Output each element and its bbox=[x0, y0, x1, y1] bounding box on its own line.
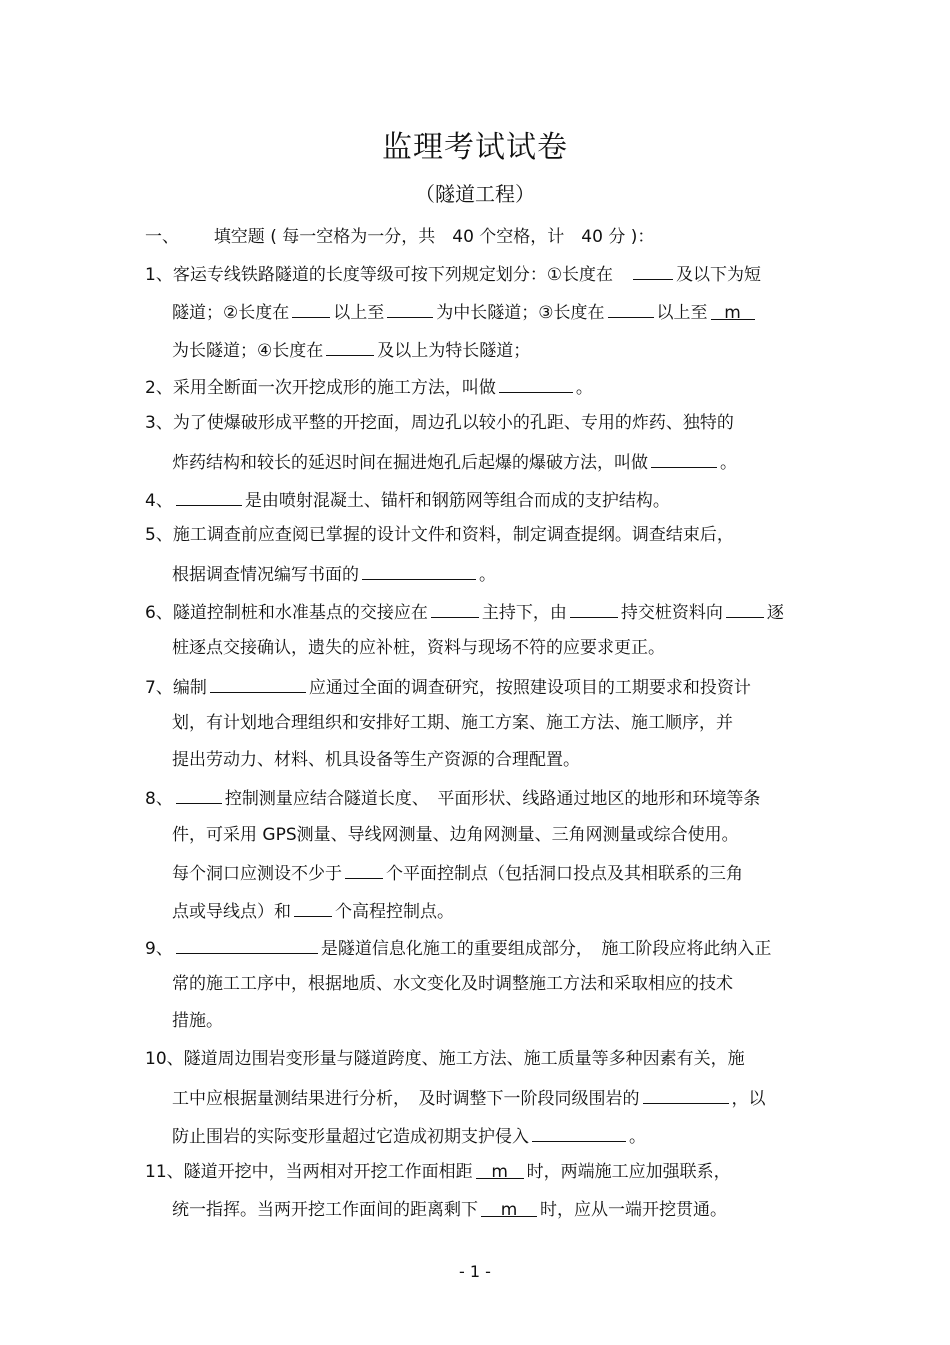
question-text: 2、采用全断面一次开挖成形的施工方法，叫做 bbox=[145, 378, 496, 398]
question-line bbox=[172, 300, 758, 324]
question-text: 应通过全面的调查研究，按照建设项目的工期要求和投资计 bbox=[308, 678, 751, 698]
question-text: 1、客运专线铁路隧道的长度等级可按下列规定划分：①长度在 bbox=[145, 265, 631, 285]
answer-blank[interactable] bbox=[176, 936, 318, 954]
question-text: 每个洞口应测设不少于 bbox=[172, 864, 342, 884]
question-text: 为中长隧道；③长度在 bbox=[436, 303, 605, 323]
question-text: 4、 bbox=[145, 491, 173, 511]
question-text: 为长隧道；④长度在 bbox=[172, 341, 324, 361]
question-text: 以上至 bbox=[333, 303, 385, 323]
question-text: 个平面控制点（包括洞口投点及其相联系的三角 bbox=[386, 864, 743, 884]
question-text: 控制测量应结合隧道长度、 平面形状、线路通过地区的地形和环境等条 bbox=[224, 789, 761, 809]
answer-blank[interactable]: m bbox=[476, 1161, 524, 1179]
question-line bbox=[172, 637, 665, 659]
question-text: 桩逐点交接确认，遗失的应补桩，资料与现场不符的应要求更正。 bbox=[172, 638, 665, 658]
answer-blank[interactable] bbox=[176, 488, 242, 506]
question-line bbox=[145, 675, 751, 699]
question-text: 。 bbox=[479, 565, 496, 585]
question-text: 11、隧道开挖中，当两相对开挖工作面相距 bbox=[145, 1162, 473, 1182]
answer-blank[interactable] bbox=[176, 786, 222, 804]
question-text: 9、 bbox=[145, 939, 173, 959]
question-text: 措施。 bbox=[172, 1011, 223, 1031]
section-number: 一、 bbox=[145, 227, 179, 247]
answer-blank[interactable] bbox=[643, 1086, 729, 1104]
answer-blank[interactable] bbox=[292, 300, 330, 318]
question-text: 及以上为特长隧道； bbox=[377, 341, 531, 361]
question-line bbox=[172, 338, 530, 362]
question-line bbox=[145, 786, 760, 810]
question-line bbox=[172, 861, 743, 885]
question-text: 8、 bbox=[145, 789, 173, 809]
answer-blank[interactable] bbox=[210, 675, 306, 693]
question-line bbox=[145, 1161, 731, 1183]
answer-blank[interactable] bbox=[651, 450, 717, 468]
question-text: 划，有计划地合理组织和安排好工期、施工方案、施工方法、施工顺序，并 bbox=[172, 713, 733, 733]
question-text: 是隧道信息化施工的重要组成部分， 施工阶段应将此纳入正 bbox=[320, 939, 772, 959]
section-text: 填空题 ( 每一空格为一分，共 40 个空格，计 40 分 )： bbox=[213, 227, 655, 247]
answer-blank[interactable] bbox=[726, 600, 764, 618]
question-line bbox=[145, 524, 734, 546]
question-line bbox=[145, 936, 771, 960]
answer-blank[interactable] bbox=[570, 600, 618, 618]
question-line bbox=[145, 1048, 745, 1070]
question-text: 件，可采用 GPS测量、导线网测量、边角网测量、三角网测量或综合使用。 bbox=[172, 825, 739, 845]
question-text: 以上至 bbox=[656, 303, 708, 323]
question-text: 统一指挥。当两开挖工作面间的距离剩下 bbox=[172, 1200, 478, 1220]
page-subtitle: （隧道工程） bbox=[415, 182, 535, 206]
answer-blank[interactable] bbox=[608, 300, 654, 318]
question-line bbox=[172, 712, 733, 734]
question-text: 工中应根据量测结果进行分析， 及时调整下一阶段同级围岩的 bbox=[172, 1089, 640, 1109]
question-text: 是由喷射混凝土、锚杆和钢筋网等组合而成的支护结构。 bbox=[244, 491, 670, 511]
question-line bbox=[172, 1086, 766, 1110]
question-line bbox=[145, 412, 734, 434]
answer-blank[interactable] bbox=[633, 262, 673, 280]
section-heading bbox=[145, 226, 654, 248]
question-text: 5、施工调查前应查阅已掌握的设计文件和资料，制定调查提纲。调查结束后， bbox=[145, 525, 734, 545]
question-text: ，以 bbox=[731, 1089, 766, 1109]
question-line bbox=[145, 488, 670, 512]
question-text: 。 bbox=[629, 1127, 646, 1147]
answer-blank[interactable] bbox=[431, 600, 479, 618]
question-line bbox=[172, 1124, 646, 1148]
question-text: 逐 bbox=[766, 603, 784, 623]
question-text: 持交桩资料向 bbox=[620, 603, 723, 623]
question-line bbox=[145, 262, 761, 286]
question-text: 时，应从一端开挖贯通。 bbox=[540, 1200, 727, 1220]
answer-blank[interactable] bbox=[387, 300, 433, 318]
answer-blank[interactable] bbox=[326, 338, 374, 356]
answer-blank[interactable] bbox=[362, 562, 476, 580]
question-line bbox=[172, 1199, 727, 1221]
question-text: 炸药结构和较长的延迟时间在掘进炮孔后起爆的爆破方法，叫做 bbox=[172, 453, 648, 473]
question-text: 主持下，由 bbox=[481, 603, 567, 623]
question-line bbox=[172, 899, 454, 923]
question-line bbox=[172, 824, 739, 846]
question-text: 7、编制 bbox=[145, 678, 207, 698]
answer-blank[interactable]: m bbox=[481, 1199, 537, 1217]
question-text: 个高程控制点。 bbox=[335, 902, 454, 922]
question-line bbox=[145, 600, 784, 624]
answer-blank[interactable] bbox=[294, 899, 332, 917]
question-text: 。 bbox=[575, 378, 593, 398]
question-line bbox=[172, 749, 580, 771]
question-text: 3、为了使爆破形成平整的开挖面，周边孔以较小的孔距、专用的炸药、独特的 bbox=[145, 413, 734, 433]
question-line bbox=[172, 562, 496, 586]
answer-blank[interactable] bbox=[532, 1124, 626, 1142]
question-line bbox=[172, 450, 737, 474]
question-text: 10、隧道周边围岩变形量与隧道跨度、施工方法、施工质量等多种因素有关，施 bbox=[145, 1049, 745, 1069]
answer-blank[interactable] bbox=[345, 861, 383, 879]
question-line bbox=[172, 973, 733, 995]
question-text: 防止围岩的实际变形量超过它造成初期支护侵入 bbox=[172, 1127, 529, 1147]
answer-blank[interactable] bbox=[499, 375, 573, 393]
question-text: 根据调查情况编写书面的 bbox=[172, 565, 359, 585]
question-text: 点或导线点）和 bbox=[172, 902, 291, 922]
question-text: 常的施工工序中，根据地质、水文变化及时调整施工方法和采取相应的技术 bbox=[172, 974, 733, 994]
question-text: 及以下为短 bbox=[676, 265, 762, 285]
question-text: 。 bbox=[720, 453, 737, 473]
page-number: - 1 - bbox=[459, 1262, 491, 1281]
question-text: 时，两端施工应加强联系， bbox=[526, 1162, 731, 1182]
question-text: 6、隧道控制桩和水准基点的交接应在 bbox=[145, 603, 428, 623]
question-line bbox=[145, 375, 593, 399]
question-line bbox=[172, 1010, 223, 1032]
page-title: 监理考试试卷 bbox=[382, 130, 568, 165]
question-text: 提出劳动力、材料、机具设备等生产资源的合理配置。 bbox=[172, 750, 580, 770]
question-text: 隧道；②长度在 bbox=[172, 303, 290, 323]
answer-blank[interactable]: m bbox=[711, 302, 755, 320]
